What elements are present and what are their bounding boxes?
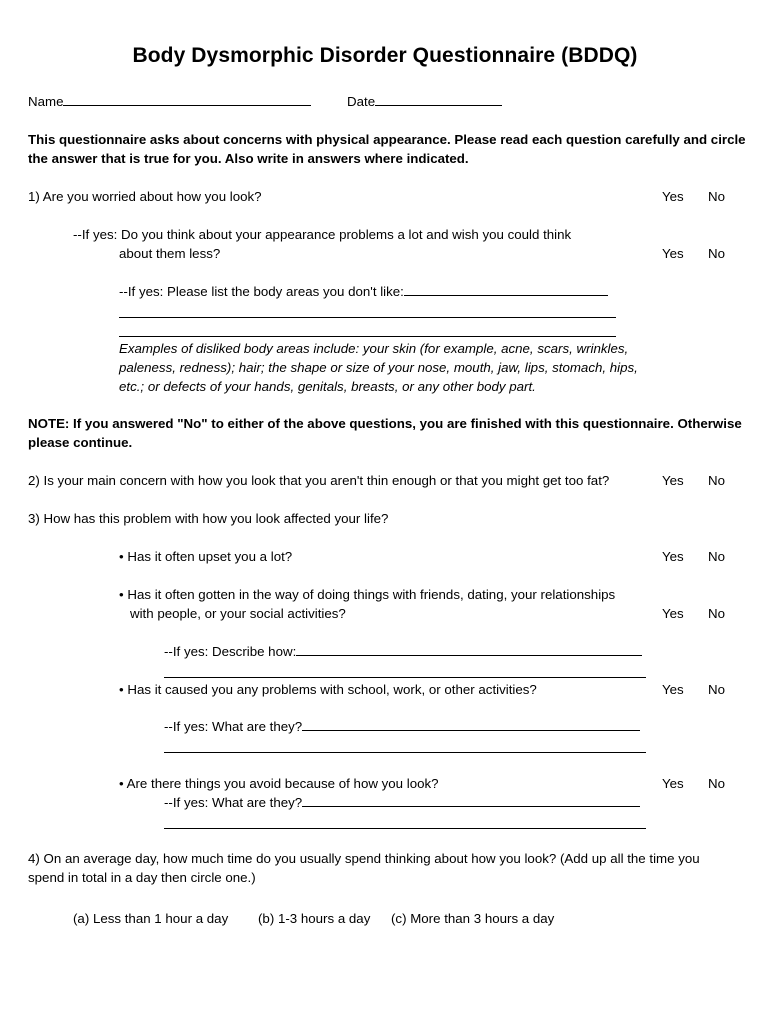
q3d-text: • Are there things you avoid because of how you look? xyxy=(119,776,439,791)
q2-text: 2) Is your main concern with how you look that you aren't thin enough or that you might get too fat? xyxy=(28,473,610,488)
q4-option-c[interactable]: (c) More than 3 hours a day xyxy=(391,911,555,926)
q3c-yes[interactable]: Yes xyxy=(662,682,684,697)
q3b-followup-label: --If yes: Describe how: xyxy=(164,644,297,659)
intro-line-2: the answer that is true for you. Also write in answers where indicated. xyxy=(28,151,469,166)
q3d-followup-blank-2[interactable] xyxy=(164,828,646,829)
q1-yes[interactable]: Yes xyxy=(662,189,684,204)
q3c-followup-label: --If yes: What are they? xyxy=(164,719,303,734)
q3d-no[interactable]: No xyxy=(708,776,725,791)
q3c-followup-blank-2[interactable] xyxy=(164,752,646,753)
note-line-2: please continue. xyxy=(28,435,133,450)
q4-option-a[interactable]: (a) Less than 1 hour a day xyxy=(73,911,229,926)
date-label: Date xyxy=(347,94,376,109)
q3b-followup xyxy=(164,642,642,661)
q1-list-prompt xyxy=(119,282,608,301)
q3-text: 3) How has this problem with how you look affected your life? xyxy=(28,511,389,526)
q1-list-prompt-label: --If yes: Please list the body areas you don't like: xyxy=(119,284,404,299)
q3b-text-line-2: with people, or your social activities? xyxy=(130,606,346,621)
q3c-followup-blank-1[interactable] xyxy=(302,717,640,731)
form-title: Body Dysmorphic Disorder Questionnaire (BDDQ) xyxy=(132,44,638,67)
q1-examples-line-1: Examples of disliked body areas include: your skin (for example, acne, scars, wrinkles, xyxy=(119,341,629,356)
intro-line-1: This questionnaire asks about concerns with physical appearance. Please read each question carefully and circle xyxy=(28,132,746,147)
q3a-yes[interactable]: Yes xyxy=(662,549,684,564)
q3b-yes[interactable]: Yes xyxy=(662,606,684,621)
q1-followup-no[interactable]: No xyxy=(708,246,725,261)
q1-text: 1) Are you worried about how you look? xyxy=(28,189,262,204)
q1-list-blank-3[interactable] xyxy=(119,336,616,337)
q3b-followup-blank-1[interactable] xyxy=(296,642,642,656)
q1-examples-line-2: paleness, redness); hair; the shape or size of your nose, mouth, jaw, lips, stomach, hips, xyxy=(119,360,638,375)
q2-no[interactable]: No xyxy=(708,473,725,488)
q3b-text-line-1: • Has it often gotten in the way of doing things with friends, dating, your relationships xyxy=(119,587,616,602)
q4-text-line-2: spend in total in a day then circle one.) xyxy=(28,870,256,885)
q1-followup-yes[interactable]: Yes xyxy=(662,246,684,261)
q1-examples-line-3: etc.; or defects of your hands, genitals, breasts, or any other body part. xyxy=(119,379,536,394)
note-line-1: NOTE: If you answered "No" to either of the above questions, you are finished with this questionnaire. Otherwise xyxy=(28,416,742,431)
q3b-followup-blank-2[interactable] xyxy=(164,677,646,678)
q4-text-line-1: 4) On an average day, how much time do you usually spend thinking about how you look? (Add up all the time you xyxy=(28,851,700,866)
q3d-followup-blank-1[interactable] xyxy=(302,793,640,807)
q1-no[interactable]: No xyxy=(708,189,725,204)
name-blank[interactable] xyxy=(63,92,311,106)
q1-followup-line-1: --If yes: Do you think about your appearance problems a lot and wish you could think xyxy=(73,227,572,242)
q3b-no[interactable]: No xyxy=(708,606,725,621)
date-field[interactable] xyxy=(347,92,502,111)
q4-option-b[interactable]: (b) 1-3 hours a day xyxy=(258,911,371,926)
q3d-followup-label: --If yes: What are they? xyxy=(164,795,303,810)
q3c-text: • Has it caused you any problems with school, work, or other activities? xyxy=(119,682,537,697)
q3c-no[interactable]: No xyxy=(708,682,725,697)
q3d-followup xyxy=(164,793,640,812)
q3c-followup xyxy=(164,717,640,736)
date-blank[interactable] xyxy=(375,92,502,106)
q1-list-blank-2[interactable] xyxy=(119,317,616,318)
q1-followup-line-2: about them less? xyxy=(119,246,221,261)
q3d-yes[interactable]: Yes xyxy=(662,776,684,791)
q3a-no[interactable]: No xyxy=(708,549,725,564)
name-label: Name xyxy=(28,94,64,109)
name-field[interactable] xyxy=(28,92,311,111)
q1-list-blank-1[interactable] xyxy=(404,282,608,296)
q2-yes[interactable]: Yes xyxy=(662,473,684,488)
q3a-text: • Has it often upset you a lot? xyxy=(119,549,293,564)
